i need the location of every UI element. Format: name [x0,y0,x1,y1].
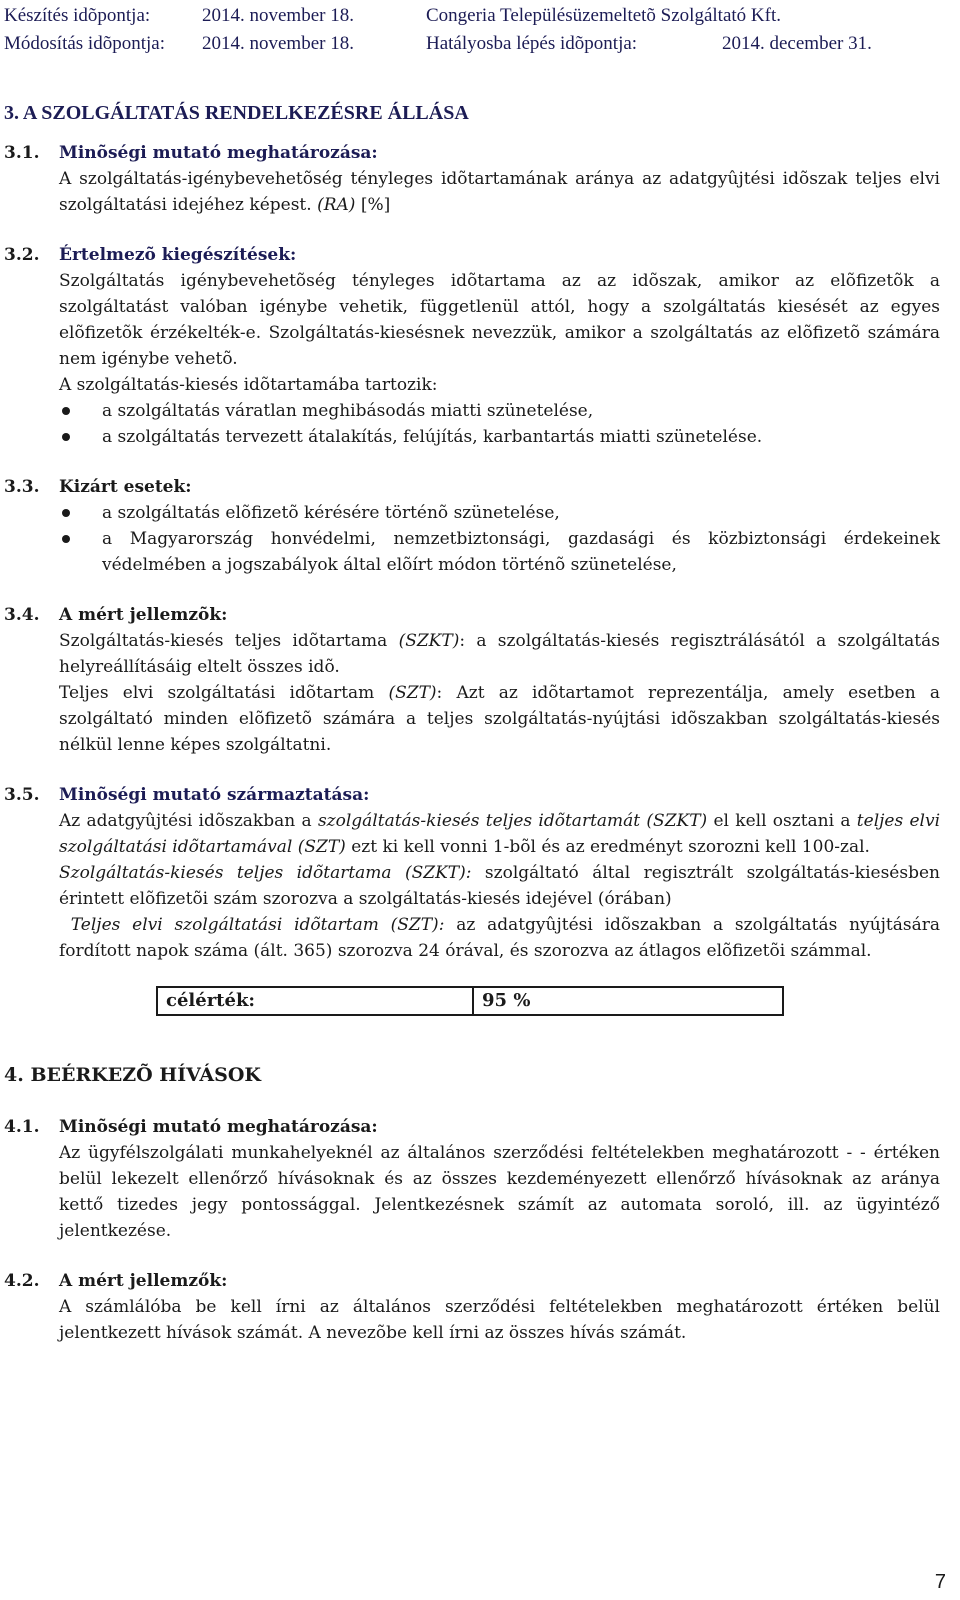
section-number: 3.5. [4,785,40,805]
section-number: 4.1. [4,1117,40,1137]
list-item-text: a szolgáltatás váratlan meghibásodás miatti szünetelése, [102,401,594,421]
page-number: 7 [934,1571,946,1593]
created-date: 2014. november 18. [202,5,354,26]
table-row [157,987,783,1015]
paragraph: Az ügyfélszolgálati munkahelyeknél az általános szerződési feltételekben meghatározott - - értéken belül lekezelt ellenőrző hívásoknak és az összes kezdeményezett ellenőrző hívásoknak az aránya kettő tizedes jegy pontossággal. Jelentkezésnek számít az automata soroló, ill. az ügyintéző jelentkezése. [59,1143,940,1241]
list-item-text: a Magyarország honvédelmi, nemzetbiztonsági, gazdasági és közbiztonsági érdekeinek védelmében a jogszabályok által elõírt módon történõ szünetelése, [102,529,940,575]
bullet-icon [62,509,70,517]
bullet-list [59,500,940,578]
header-row-created [0,2,960,30]
section-number: 3.4. [4,605,40,625]
effective-date: 2014. december 31. [722,33,872,54]
section-number: 3.2. [4,245,40,265]
paragraph: A szolgáltatás-kiesés idõtartamába tartozik: [59,375,438,395]
list-item [59,526,940,578]
modified-label: Módosítás idõpontja: [4,33,165,54]
section-title: Kizárt esetek: [59,477,192,497]
paragraph [59,912,940,964]
paragraph: Szolgáltatás igénybevehetõség tényleges idõtartama az az idõszak, amikor az elõfizetõk a szolgáltatást valóban igénybe vehetik, függetlenül attól, hogy a szolgáltatás kiesését az egyes elõfizetõk érzékelték-e. Szolgáltatás-kiesésnek nevezzük, amikor a szolgáltatás az elõfizetõ számára nem igénybe vehetõ. [59,271,940,369]
section-number: 3.1. [4,143,40,163]
text-run: az adatgyûjtési idõszakban a szolgáltatás nyújtására fordított napok száma (ált. 365) szorozva 24 órával, és szorozva az átlagos elõfizetõi számmal. [59,915,941,961]
section-3-5 [0,782,960,964]
section-title: Értelmezõ kiegészítések: [59,245,297,265]
term: Szolgáltatás-kiesés teljes idõtartama [59,631,388,651]
company-name: Congeria Településüzemeltetõ Szolgáltató Kft. [426,5,781,26]
section-3-2 [0,242,960,450]
list-item [59,398,940,424]
list-item-text: a szolgáltatás elõfizetõ kérésére történõ szünetelése, [102,503,560,523]
section-number: 4.2. [4,1271,40,1291]
effective-label: Hatályosba lépés idõpontja: [426,33,638,54]
list-item [59,500,940,526]
document-header [0,2,960,58]
section-title: Minõségi mutató meghatározása: [59,1117,378,1137]
target-value: 95 % [473,987,783,1015]
bullet-icon [62,433,70,441]
list-item-text: a szolgáltatás tervezett átalakítás, felújítás, karbantartás miatti szünetelése. [102,427,763,447]
document-body [0,96,960,1346]
term-abbrev: (SZT) [388,683,437,703]
section-3-heading: 3. A SZOLGÁLTATÁS RENDELKEZÉSRE ÁLLÁSA [4,102,469,124]
target-label: célérték: [157,987,473,1015]
paragraph: A számlálóba be kell írni az általános szerződési feltételekben meghatározott értéken belül jelentkezett hívások számát. A nevezõbe kell írni az összes hívás számát. [59,1297,940,1343]
text-run-italic: Teljes elvi szolgáltatási idõtartam (SZT): [70,915,445,935]
text-run: Az adatgyûjtési idõszakban a [59,811,312,831]
section-text [59,166,940,218]
target-value-table [156,986,784,1016]
section-title: Minõségi mutató meghatározása: [59,143,378,163]
paragraph [59,628,940,680]
modified-date: 2014. november 18. [202,33,354,54]
created-label: Készítés idõpontja: [4,5,151,26]
text-run: szolgáltató által regisztrált szolgáltatás-kiesésben érintett elõfizetõi szám szorozva a szolgáltatás-kiesés idejével (órában) [59,863,940,909]
bullet-icon [62,407,70,415]
section-number: 3.3. [4,477,40,497]
text-run-italic: Szolgáltatás-kiesés teljes idõtartama (SZKT): [59,863,472,883]
section-4-heading: 4. BEÉRKEZÕ HÍVÁSOK [4,1064,261,1086]
term-definition: : Azt az idõtartamot reprezentálja, amely esetben a szolgáltató minden elõfizetõ számára a teljes szolgáltatás-nyújtási idõszakban szolgáltatás-kiesés nélkül lenne képes szolgáltatni. [59,683,940,755]
term: Teljes elvi szolgáltatási idõtartam [59,683,375,703]
paragraph [59,860,940,912]
list-item [59,424,940,450]
section-4-1 [0,1114,960,1244]
section-title: Minõségi mutató származtatása: [59,785,370,805]
text-run-italic: szolgáltatás-kiesés teljes idõtartamát (SZKT) [317,811,708,831]
definition-text: A szolgáltatás-igénybevehetõség tényleges idõtartamának aránya az adatgyûjtési idõszak teljes elvi szolgáltatási idejéhez képest. [59,169,940,215]
text-run: el kell osztani a [713,811,851,831]
paragraph [59,680,940,758]
text-run: ezt ki kell vonni 1-bõl és az eredményt szorozni kell 100-zal. [351,837,870,857]
section-title: A mért jellemzõk: [59,605,228,625]
text-run-italic: teljes elvi szolgáltatási idõtartamával (SZT) [59,811,941,857]
header-row-modified [0,30,960,58]
bullet-icon [62,535,70,543]
section-title: A mért jellemzők: [59,1271,228,1291]
paragraph [59,808,940,860]
section-3-3 [0,474,960,578]
term-definition: : a szolgáltatás-kiesés regisztrálásától a szolgáltatás helyreállításáig eltelt összes idõ. [59,631,940,677]
section-3-1 [0,140,960,218]
term-abbrev: (SZKT) [398,631,460,651]
unit-label: [%] [360,195,391,215]
bullet-list [59,398,940,450]
ra-label: (RA) [317,195,356,215]
section-3-4 [0,602,960,758]
section-4-2 [0,1268,960,1346]
